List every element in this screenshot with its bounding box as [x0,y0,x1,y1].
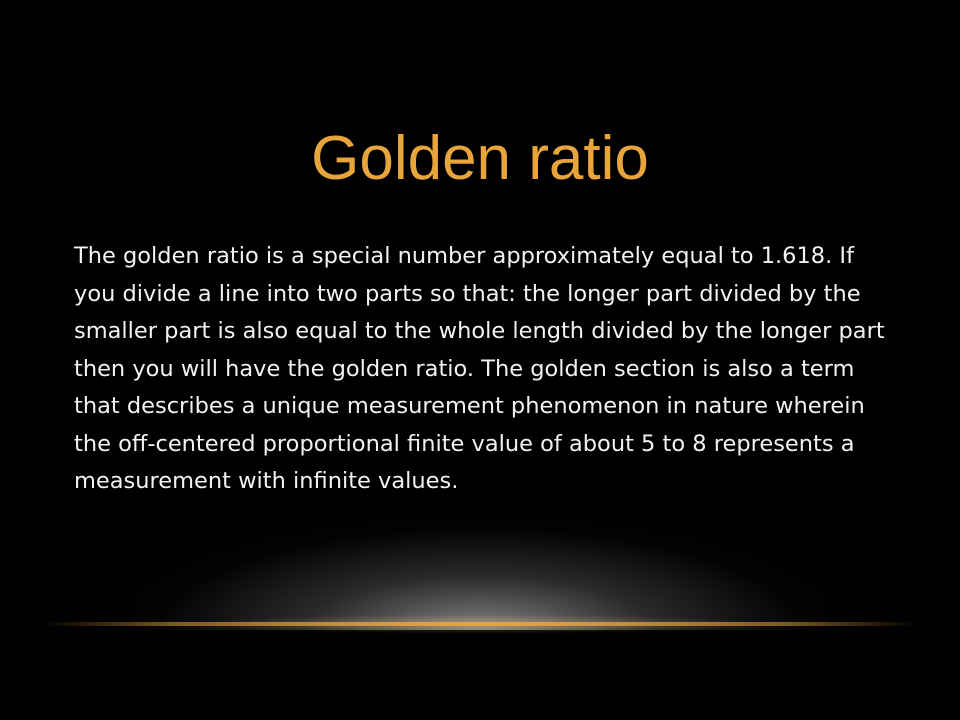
slide-body-text: The golden ratio is a special number approximately equal to 1.618. If you divide a line into two parts so that: the longer part divided by the smaller part is also equal to the whole length divided by the longer part then you will have the golden ratio. The golden section is also a term that describes a unique measurement phenomenon in nature wherein the off-centered proportional finite value of about 5 to 8 represents a measurement with infinite values. [74,243,885,494]
slide-title: Golden ratio [311,124,649,193]
accent-line [40,622,920,626]
